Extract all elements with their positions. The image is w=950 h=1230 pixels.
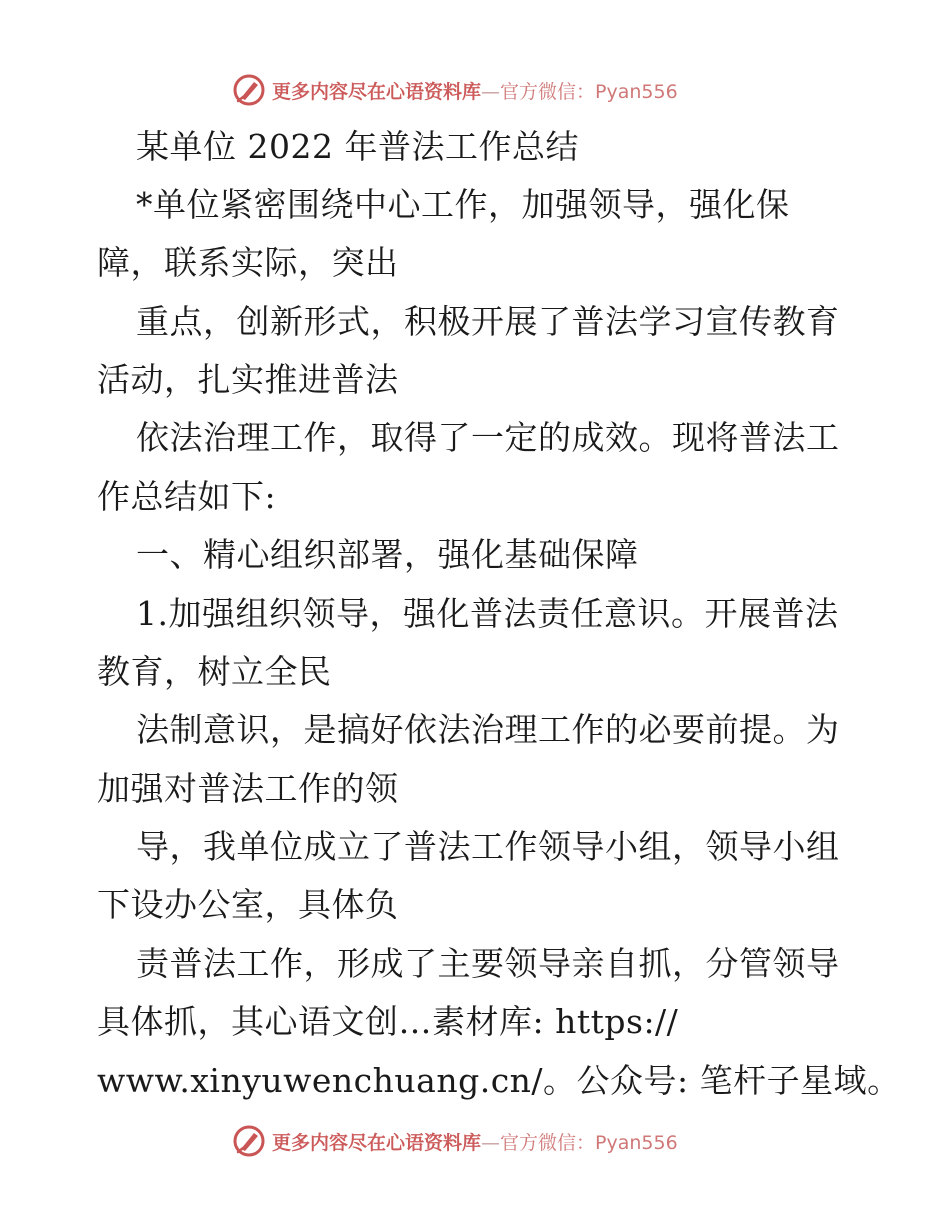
- watermark-header: [232, 70, 678, 110]
- watermark-dash: —: [481, 1131, 501, 1154]
- body-line: 障，联系实际，突出: [97, 243, 399, 282]
- body-line: 具体抓，其心语文创…素材库: https://: [97, 1002, 679, 1041]
- document-title: 某单位 2022 年普法工作总结: [136, 127, 579, 166]
- watermark-text: [272, 77, 678, 104]
- body-line: 法制意识，是搞好依法治理工作的必要前提。为: [136, 710, 840, 749]
- quill-logo-icon: [232, 1124, 266, 1158]
- body-line: 依法治理工作，取得了一定的成效。现将普法工: [136, 418, 840, 457]
- watermark-text: [272, 1128, 678, 1155]
- watermark-contact: 官方微信：Pyan556: [500, 1131, 678, 1154]
- watermark-dash: —: [481, 80, 501, 103]
- body-line: 加强对普法工作的领: [97, 769, 399, 808]
- body-line: *单位紧密围绕中心工作，加强领导，强化保: [136, 185, 790, 224]
- body-line: 1.加强组织领导，强化普法责任意识。开展普法: [136, 594, 839, 633]
- body-line: 活动，扎实推进普法: [97, 360, 399, 399]
- watermark-main: 更多内容尽在心语资料库: [272, 1131, 482, 1154]
- watermark-main: 更多内容尽在心语资料库: [272, 80, 482, 103]
- body-line: 责普法工作，形成了主要领导亲自抓，分管领导: [136, 944, 840, 983]
- body-line: 下设办公室，具体负: [97, 885, 399, 924]
- quill-logo-icon: [232, 73, 266, 107]
- body-line: www.xinyuwenchuang.cn/。公众号: 笔杆子星域。: [97, 1061, 901, 1100]
- watermark-footer: [232, 1121, 678, 1161]
- body-line: 作总结如下:: [97, 477, 277, 516]
- body-line: 重点，创新形式，积极开展了普法学习宣传教育: [136, 302, 840, 341]
- section-heading: 一、精心组织部署，强化基础保障: [136, 535, 639, 574]
- body-line: 教育，树立全民: [97, 652, 332, 691]
- watermark-contact: 官方微信：Pyan556: [500, 80, 678, 103]
- body-line: 导，我单位成立了普法工作领导小组，领导小组: [136, 827, 840, 866]
